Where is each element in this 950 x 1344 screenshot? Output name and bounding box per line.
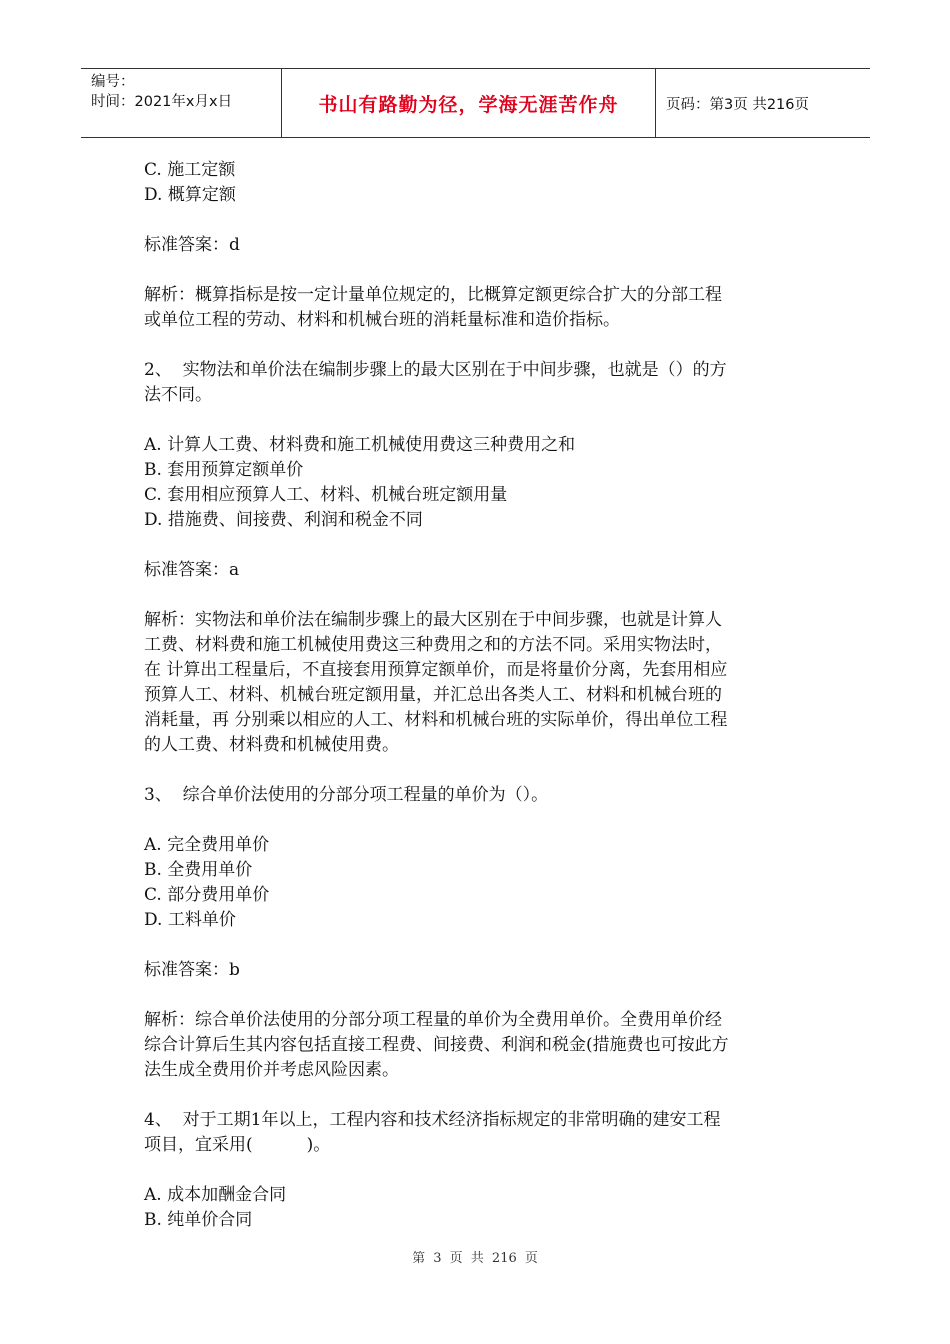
- paragraph-gap: [144, 333, 804, 358]
- text-line: D. 措施费、间接费、利润和税金不同: [144, 510, 423, 530]
- paragraph-gap: [144, 933, 804, 958]
- text-line: 解析：综合单价法使用的分部分项工程量的单价为全费用单价。全费用单价经: [144, 1010, 722, 1030]
- header-divider: [655, 69, 656, 137]
- paragraph-gap: [144, 583, 804, 608]
- text-line: C. 部分费用单价: [144, 885, 270, 905]
- text-line: 消耗量，再 分别乘以相应的人工、材料和机械台班的实际单价，得出单位工程: [144, 710, 728, 730]
- text-line: A. 计算人工费、材料费和施工机械使用费这三种费用之和: [144, 435, 576, 455]
- text-line: 标准答案：a: [144, 560, 240, 580]
- text-line: 的人工费、材料费和机械使用费。: [144, 735, 399, 755]
- header-motto: 书山有路勤为径，学海无涯苦作舟: [318, 93, 619, 116]
- text-line: 预算人工、材料、机械台班定额用量，并汇总出各类人工、材料和机械台班的: [144, 685, 722, 705]
- text-line: B. 全费用单价: [144, 860, 253, 880]
- text-line: A. 成本加酬金合同: [144, 1185, 287, 1205]
- text-line: C. 套用相应预算人工、材料、机械台班定额用量: [144, 485, 508, 505]
- paragraph-gap: [144, 758, 804, 783]
- paragraph-gap: [144, 808, 804, 833]
- text-line: C. 施工定额: [144, 160, 236, 180]
- paragraph-gap: [144, 1158, 804, 1183]
- text-line: 工费、材料费和施工机械使用费这三种费用之和的方法不同。采用实物法时，: [144, 635, 722, 655]
- paragraph-gap: [144, 408, 804, 433]
- text-line: 法生成全费用价并考虑风险因素。: [144, 1060, 399, 1080]
- text-line: 解析：概算指标是按一定计量单位规定的，比概算定额更综合扩大的分部工程: [144, 285, 722, 305]
- text-line: B. 纯单价合同: [144, 1210, 253, 1230]
- paragraph-gap: [144, 258, 804, 283]
- code-label: 编号：: [91, 74, 135, 90]
- paragraph-gap: [144, 533, 804, 558]
- text-line: B. 套用预算定额单价: [144, 460, 304, 480]
- date-label: 时间：2021年x月x日: [91, 94, 233, 110]
- text-line: D. 工料单价: [144, 910, 236, 930]
- paragraph-gap: [144, 1083, 804, 1108]
- text-line: D. 概算定额: [144, 185, 236, 205]
- text-line: 综合计算后生其内容包括直接工程费、间接费、利润和税金(措施费也可按此方: [144, 1035, 729, 1055]
- text-line: 在 计算出工程量后，不直接套用预算定额单价，而是将量价分离，先套用相应: [144, 660, 728, 680]
- document-body: [144, 158, 804, 1233]
- text-line: 法不同。: [144, 385, 212, 405]
- paragraph-gap: [144, 983, 804, 1008]
- text-line: 2、 实物法和单价法在编制步骤上的最大区别在于中间步骤，也就是（）的方: [144, 360, 727, 380]
- text-line: 4、 对于工期1年以上，工程内容和技术经济指标规定的非常明确的建安工程: [144, 1110, 721, 1130]
- header-meta: [91, 72, 232, 112]
- text-line: A. 完全费用单价: [144, 835, 270, 855]
- page-footer: 第 3 页 共 216 页: [412, 1251, 538, 1266]
- paragraph-gap: [144, 208, 804, 233]
- text-line: 或单位工程的劳动、材料和机械台班的消耗量标准和造价指标。: [144, 310, 620, 330]
- text-line: 3、 综合单价法使用的分部分项工程量的单价为（）。: [144, 785, 549, 805]
- text-line: 标准答案：b: [144, 960, 240, 980]
- header-page-number: 页码：第3页 共216页: [666, 97, 810, 113]
- text-line: 项目，宜采用( )。: [144, 1135, 331, 1155]
- page-header: [81, 68, 870, 138]
- text-line: 标准答案：d: [144, 235, 240, 255]
- text-line: 解析：实物法和单价法在编制步骤上的最大区别在于中间步骤，也就是计算人: [144, 610, 722, 630]
